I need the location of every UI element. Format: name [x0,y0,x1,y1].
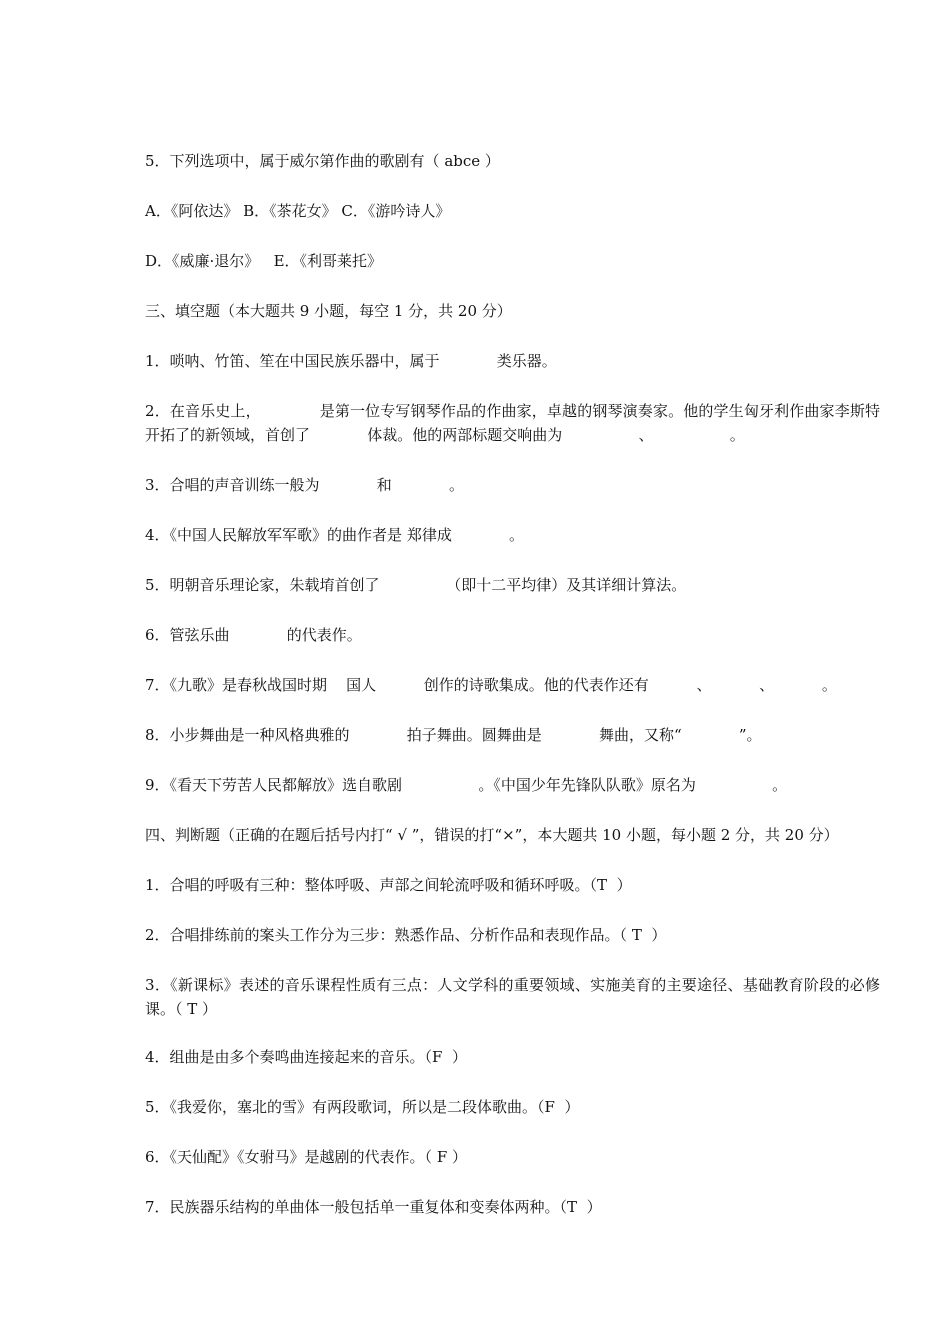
fill-question-8: 8．小步舞曲是一种风格典雅的 拍子舞曲。圆舞曲是 舞曲，又称“ ”。 [145,726,762,744]
fill-question-1: 1．唢呐、竹笛、笙在中国民族乐器中，属于 类乐器。 [145,352,557,370]
fill-question-5: 5．明朝音乐理论家，朱载堉首创了 （即十二平均律）及其详细计算法。 [145,576,687,594]
options-d-e: D．《威廉·退尔》 E．《利哥莱托》 [145,252,383,270]
fill-question-2 [145,399,880,447]
fill-question-6: 6．管弦乐曲 的代表作。 [145,626,362,644]
options-a-c: A．《阿依达》 B．《茶花女》 C．《游吟诗人》 [145,202,451,220]
question-5-verdi-operas: 5．下列选项中，属于威尔第作曲的歌剧有（ abce ） [145,152,500,170]
judge-question-1: 1．合唱的呼吸有三种：整体呼吸、声部之间轮流呼吸和循环呼吸。（T ） [145,876,632,894]
judge-question-2: 2．合唱排练前的案头工作分为三步：熟悉作品、分析作品和表现作品。（ T ） [145,926,667,944]
fill-question-3: 3．合唱的声音训练一般为 和 。 [145,476,464,494]
section-3-heading: 三、填空题（本大题共 9 小题，每空 1 分，共 20 分） [145,302,512,320]
judge-question-7: 7．民族器乐结构的单曲体一般包括单一重复体和变奏体两种。（T ） [145,1198,602,1216]
fill-question-4: 4．《中国人民解放军军歌》的曲作者是 郑律成 。 [145,526,525,544]
judge-question-5: 5．《我爱你，塞北的雪》有两段歌词，所以是二段体歌曲。（F ） [145,1098,580,1116]
judge-question-6: 6．《天仙配》《女驸马》是越剧的代表作。（ F ） [145,1148,467,1166]
judge-question-3 [145,973,880,1021]
fill-question-2-text: 2．在音乐史上， 是第一位专写钢琴作品的作曲家，卓越的钢琴演奏家。他的学生匈牙利作曲家李斯特开拓了的新领域，首创了 体裁。他的两部标题交响曲为 、 。 [145,402,880,444]
judge-question-4: 4．组曲是由多个奏鸣曲连接起来的音乐。（F ） [145,1048,467,1066]
section-4-heading: 四、判断题（正确的在题后括号内打“ √ ”，错误的打“×”，本大题共 10 小题，每小题 2 分，共 20 分） [145,826,839,844]
judge-question-3-text: 3．《新课标》表述的音乐课程性质有三点：人文学科的重要领域、实施美育的主要途径、基础教育阶段的必修课。（ T ） [145,976,880,1018]
fill-question-9: 9．《看天下劳苦人民都解放》选自歌剧 。《中国少年先锋队队歌》原名为 。 [145,776,788,794]
fill-question-7: 7．《九歌》是春秋战国时期 国人 创作的诗歌集成。他的代表作还有 、 、 。 [145,676,837,694]
